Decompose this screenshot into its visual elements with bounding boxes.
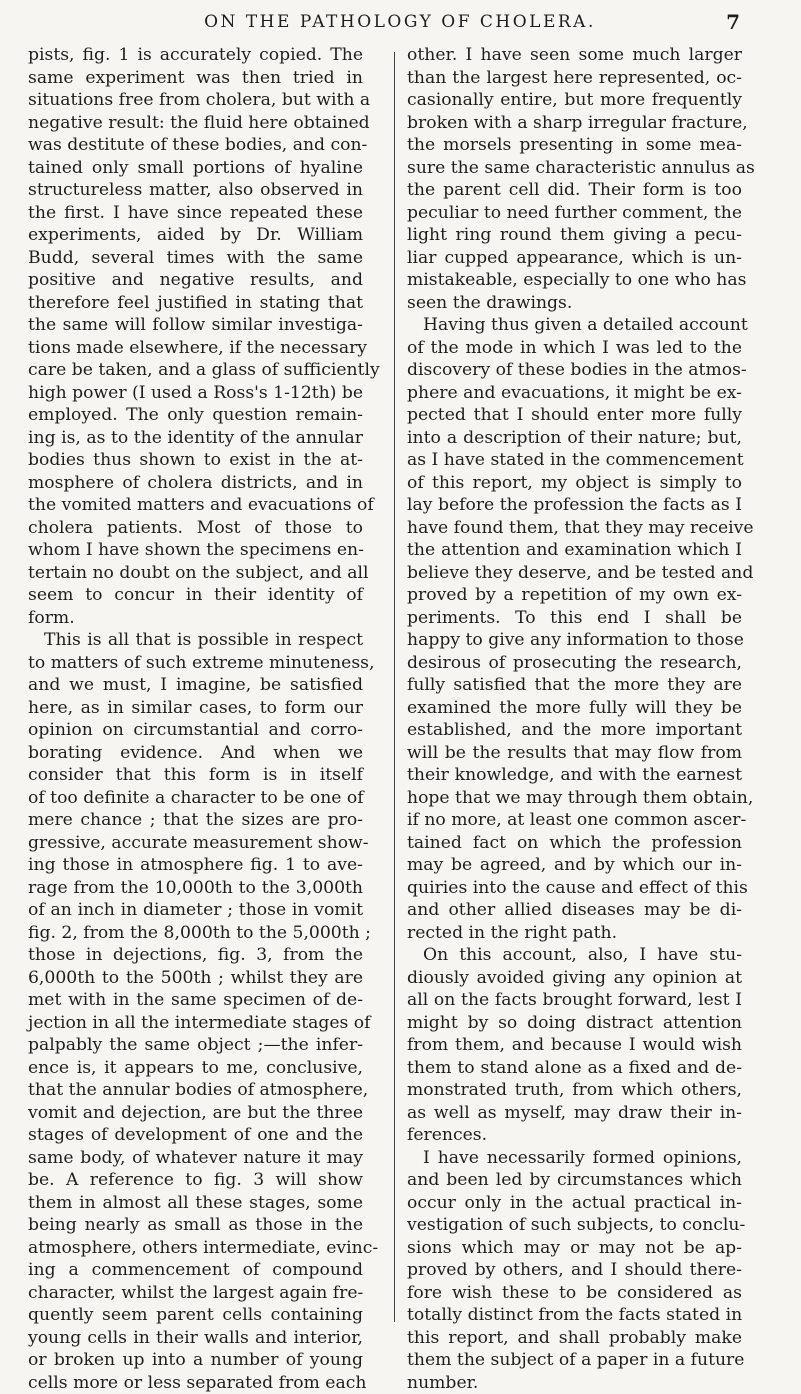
text-line: monstrated truth, from which others, [407, 1079, 742, 1102]
text-line: cholera patients. Most of those to [28, 517, 363, 540]
text-line: them to stand alone as a fixed and de- [407, 1057, 742, 1080]
text-line: care be taken, and a glass of sufficiently [28, 359, 363, 382]
text-line: fully satisfied that the more they are [407, 674, 742, 697]
text-line: pists, fig. 1 is accurately copied. The [28, 44, 363, 67]
text-line: them in almost all these stages, some [28, 1192, 363, 1215]
text-line: might by so doing distract attention [407, 1012, 742, 1035]
text-line: casionally entire, but more frequently [407, 89, 742, 112]
text-line: experiments, aided by Dr. William [28, 224, 363, 247]
text-line: desirous of prosecuting the research, [407, 652, 742, 675]
text-line: mere chance ; that the sizes are pro- [28, 809, 363, 832]
text-line: form. [28, 607, 363, 630]
text-line: to matters of such extreme minuteness, [28, 652, 363, 675]
text-line: young cells in their walls and interior, [28, 1327, 363, 1350]
text-line: therefore feel justified in stating that [28, 292, 363, 315]
text-line: gressive, accurate measurement show- [28, 832, 363, 855]
text-line: and been led by circumstances which [407, 1169, 742, 1192]
text-line: 6,000th to the 500th ; whilst they are [28, 967, 363, 990]
text-line: if no more, at least one common ascer- [407, 809, 742, 832]
left-text-column [28, 44, 363, 1394]
text-line: I have necessarily formed opinions, [407, 1147, 742, 1170]
text-line: them the subject of a paper in a future [407, 1349, 742, 1372]
text-line: occur only in the actual practical in- [407, 1192, 742, 1215]
text-line: lay before the profession the facts as I [407, 494, 742, 517]
text-line: established, and the more important [407, 719, 742, 742]
text-line: of the mode in which I was led to the [407, 337, 742, 360]
text-line: the attention and examination which I [407, 539, 742, 562]
text-line: positive and negative results, and [28, 269, 363, 292]
text-line: the same will follow similar investiga- [28, 314, 363, 337]
text-line: high power (I used a Ross's 1-12th) be [28, 382, 363, 405]
text-line: that the annular bodies of atmosphere, [28, 1079, 363, 1102]
text-line: On this account, also, I have stu- [407, 944, 742, 967]
text-line: proved by others, and I should there- [407, 1259, 742, 1282]
text-line: peculiar to need further comment, the [407, 202, 742, 225]
text-line: consider that this form is in itself [28, 764, 363, 787]
page-number: 7 [726, 10, 740, 34]
right-text-column [407, 44, 742, 1394]
text-line: situations free from cholera, but with a [28, 89, 363, 112]
text-line: bodies thus shown to exist in the at- [28, 449, 363, 472]
text-line: fig. 2, from the 8,000th to the 5,000th ; [28, 922, 363, 945]
text-line: seem to concur in their identity of [28, 584, 363, 607]
text-line: being nearly as small as those in the [28, 1214, 363, 1237]
text-line: be. A reference to fig. 3 will show [28, 1169, 363, 1192]
text-line: ferences. [407, 1124, 742, 1147]
text-line: totally distinct from the facts stated in [407, 1304, 742, 1327]
text-line: their knowledge, and with the earnest [407, 764, 742, 787]
text-line: or broken up into a number of young [28, 1349, 363, 1372]
text-line: the vomited matters and evacuations of [28, 494, 363, 517]
text-line: as I have stated in the commencement [407, 449, 742, 472]
text-line: as well as myself, may draw their in- [407, 1102, 742, 1125]
text-line: the parent cell did. Their form is too [407, 179, 742, 202]
text-line: periments. To this end I shall be [407, 607, 742, 630]
text-line: cells more or less separated from each [28, 1372, 363, 1394]
text-line: of an inch in diameter ; those in vomit [28, 899, 363, 922]
text-line: mistakeable, especially to one who has [407, 269, 742, 292]
text-line: quiries into the cause and effect of this [407, 877, 742, 900]
text-line: tertain no doubt on the subject, and all [28, 562, 363, 585]
text-line: structureless matter, also observed in [28, 179, 363, 202]
text-line: same body, of whatever nature it may [28, 1147, 363, 1170]
text-line: from them, and because I would wish [407, 1034, 742, 1057]
text-line: discovery of these bodies in the atmos- [407, 359, 742, 382]
text-line: rected in the right path. [407, 922, 742, 945]
text-line: the first. I have since repeated these [28, 202, 363, 225]
text-line: and other allied diseases may be di- [407, 899, 742, 922]
text-line: negative result: the fluid here obtained [28, 112, 363, 135]
text-line: tions made elsewhere, if the necessary [28, 337, 363, 360]
text-line: the morsels presenting in some mea- [407, 134, 742, 157]
text-line: atmosphere, others intermediate, evinc- [28, 1237, 363, 1260]
text-line: ence is, it appears to me, conclusive, [28, 1057, 363, 1080]
text-line: this report, and shall probably make [407, 1327, 742, 1350]
text-line: liar cupped appearance, which is un- [407, 247, 742, 270]
text-line: ing those in atmosphere fig. 1 to ave- [28, 854, 363, 877]
text-line: and we must, I imagine, be satisfied [28, 674, 363, 697]
text-line: of this report, my object is simply to [407, 472, 742, 495]
text-line: number. [407, 1372, 742, 1394]
text-line: character, whilst the largest again fre- [28, 1282, 363, 1305]
text-line: vomit and dejection, are but the three [28, 1102, 363, 1125]
text-line: ing is, as to the identity of the annular [28, 427, 363, 450]
text-line: Having thus given a detailed account [407, 314, 742, 337]
text-line: have found them, that they may receive [407, 517, 742, 540]
text-line: phere and evacuations, it might be ex- [407, 382, 742, 405]
text-line: other. I have seen some much larger [407, 44, 742, 67]
text-line: examined the more fully will they be [407, 697, 742, 720]
text-line: quently seem parent cells containing [28, 1304, 363, 1327]
text-line: rage from the 10,000th to the 3,000th [28, 877, 363, 900]
text-line: was destitute of these bodies, and con- [28, 134, 363, 157]
text-line: here, as in similar cases, to form our [28, 697, 363, 720]
text-line: palpably the same object ;—the infer- [28, 1034, 363, 1057]
text-line: broken with a sharp irregular fracture, [407, 112, 742, 135]
text-line: Budd, several times with the same [28, 247, 363, 270]
text-line: ing a commencement of compound [28, 1259, 363, 1282]
text-line: of too definite a character to be one of [28, 787, 363, 810]
text-line: believe they deserve, and be tested and [407, 562, 742, 585]
text-line: mosphere of cholera districts, and in [28, 472, 363, 495]
text-line: jection in all the intermediate stages of [28, 1012, 363, 1035]
text-line: happy to give any information to those [407, 629, 742, 652]
text-line: stages of development of one and the [28, 1124, 363, 1147]
text-line: seen the drawings. [407, 292, 742, 315]
text-line: may be agreed, and by which our in- [407, 854, 742, 877]
text-line: sions which may or may not be ap- [407, 1237, 742, 1260]
text-line: all on the facts brought forward, lest I [407, 989, 742, 1012]
text-line: proved by a repetition of my own ex- [407, 584, 742, 607]
text-line: vestigation of such subjects, to conclu- [407, 1214, 742, 1237]
running-title: ON THE PATHOLOGY OF CHOLERA. [60, 12, 740, 32]
text-line: light ring round them giving a pecu- [407, 224, 742, 247]
text-line: sure the same characteristic annulus as [407, 157, 742, 180]
text-line: will be the results that may flow from [407, 742, 742, 765]
text-line: hope that we may through them obtain, [407, 787, 742, 810]
text-line: borating evidence. And when we [28, 742, 363, 765]
text-line: tained only small portions of hyaline [28, 157, 363, 180]
text-line: opinion on circumstantial and corro- [28, 719, 363, 742]
text-line: fore wish these to be considered as [407, 1282, 742, 1305]
text-line: employed. The only question remain- [28, 404, 363, 427]
text-line: This is all that is possible in respect [28, 629, 363, 652]
text-line: into a description of their nature; but, [407, 427, 742, 450]
text-line: pected that I should enter more fully [407, 404, 742, 427]
column-divider [394, 52, 395, 1322]
text-line: those in dejections, fig. 3, from the [28, 944, 363, 967]
text-line: whom I have shown the specimens en- [28, 539, 363, 562]
text-line: than the largest here represented, oc- [407, 67, 742, 90]
page-header [60, 10, 740, 38]
text-line: met with in the same specimen of de- [28, 989, 363, 1012]
text-line: diously avoided giving any opinion at [407, 967, 742, 990]
text-line: tained fact on which the profession [407, 832, 742, 855]
text-line: same experiment was then tried in [28, 67, 363, 90]
